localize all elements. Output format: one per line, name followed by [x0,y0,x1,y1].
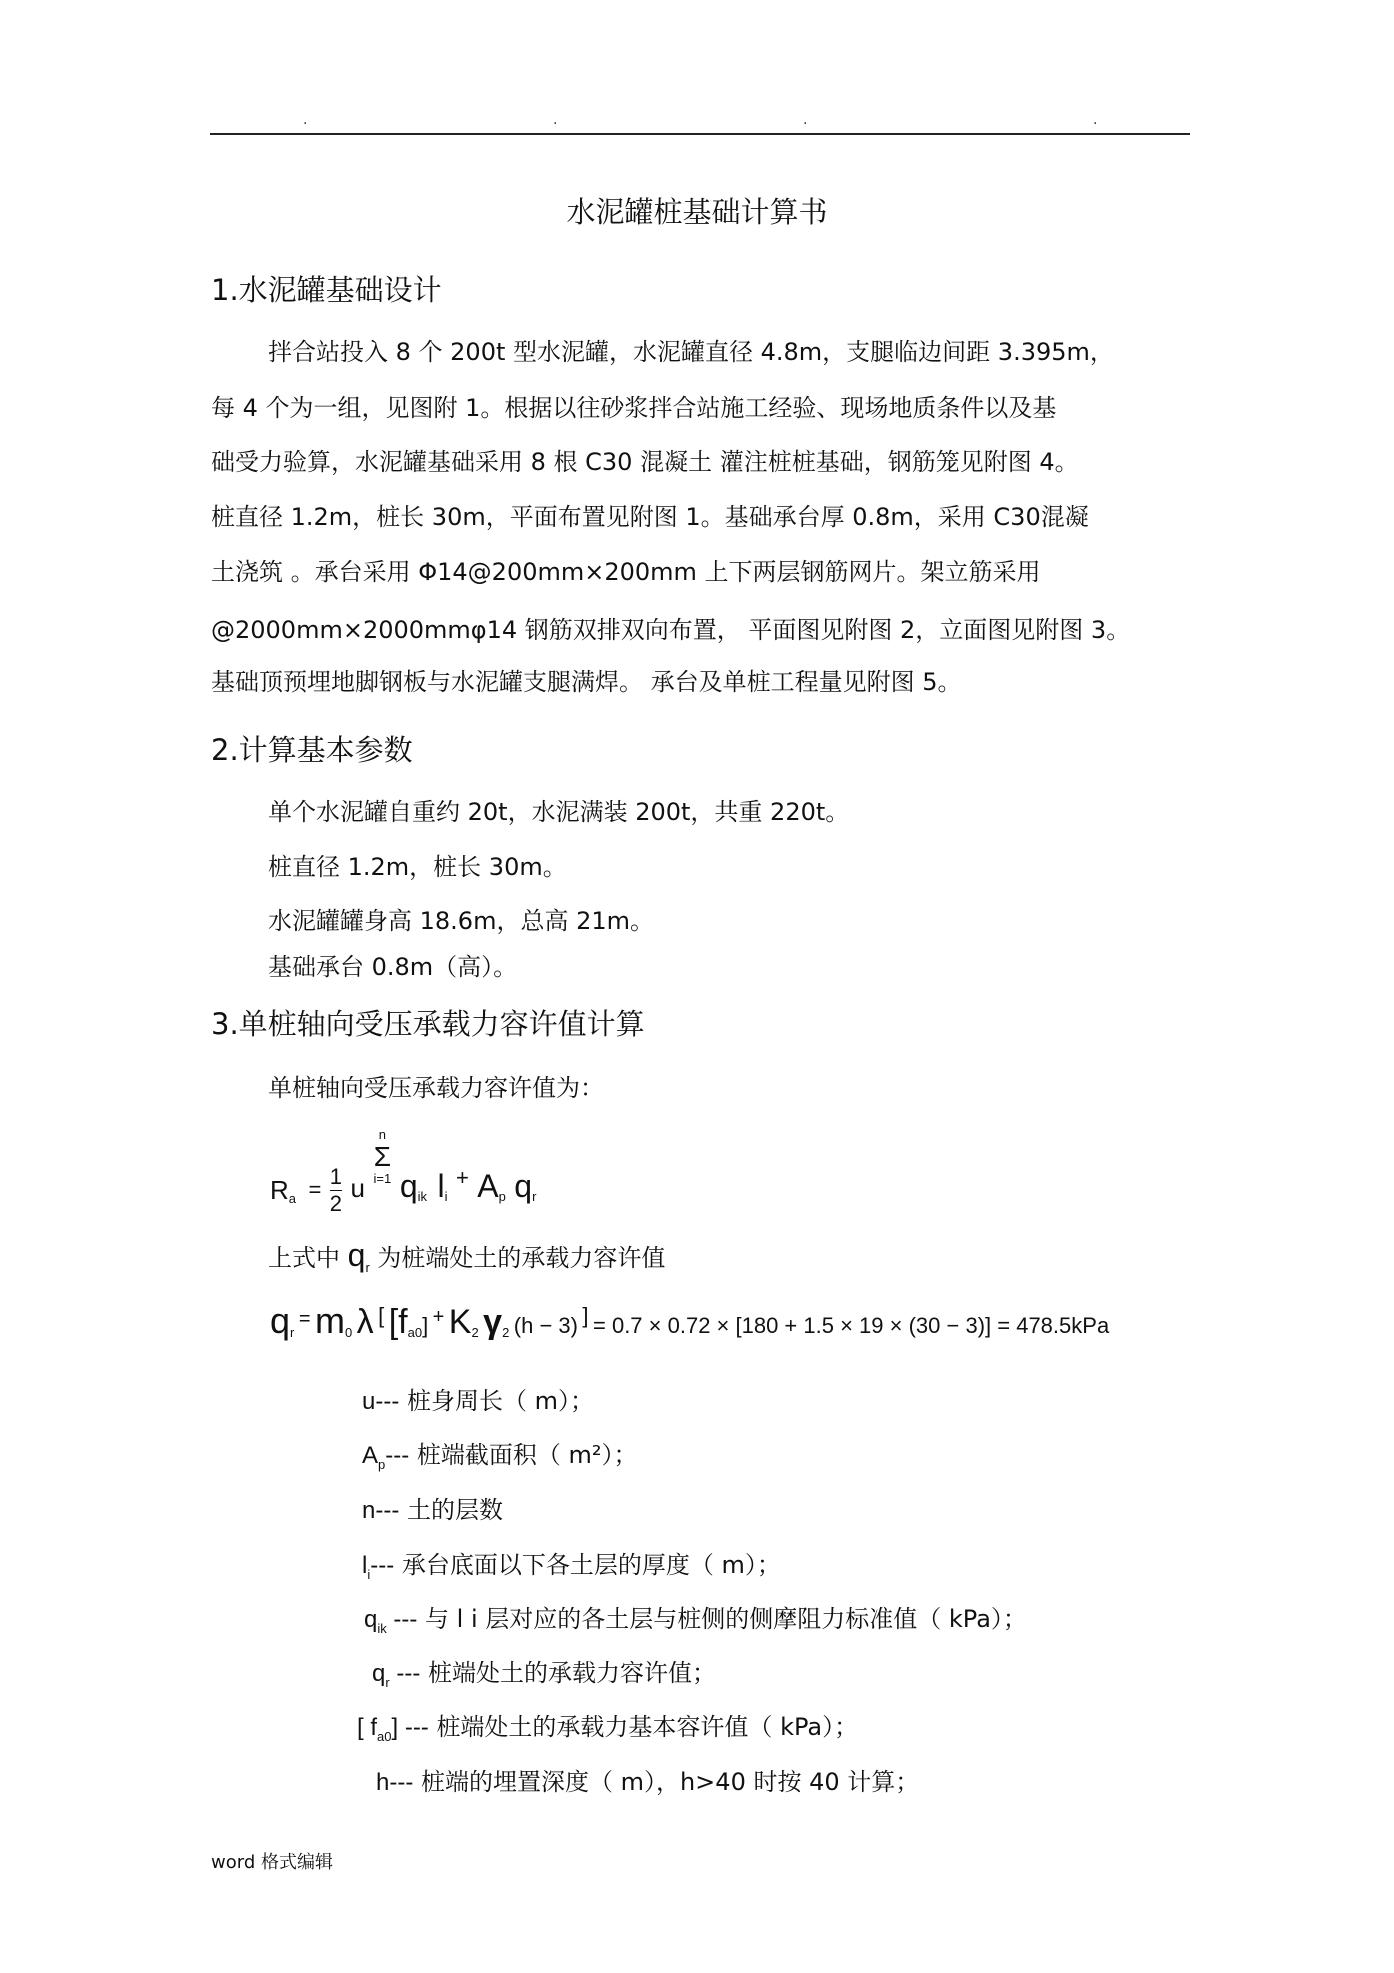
formula-bracket: ] [422,1313,429,1338]
formula-explanation [268,1237,665,1275]
header-rule [210,133,1190,135]
formula-result: = 0.7 × 0.72 × [180 + 1.5 × 19 × (30 − 3)] = 478.5kPa [593,1313,1110,1338]
definition-symbol: q [372,1660,386,1687]
section-3-heading: 3.单桩轴向受压承载力容许值计算 [211,1007,645,1041]
section-1-line: 基础顶预埋地脚钢板与水泥罐支腿满焊。 承台及单桩工程量见附图 5。 [211,668,962,696]
formula-bracket: [ [378,1303,385,1328]
formula-subscript: a0 [407,1325,423,1341]
formula-symbol: R [270,1175,289,1205]
definition-subscript: ik [377,1620,387,1636]
definition-item [362,1545,781,1582]
sum-operator [369,1128,395,1186]
formula-equals: = [298,1308,311,1330]
definition-symbol: u--- [362,1388,400,1415]
formula-equals: = [308,1177,322,1202]
definition-symbol: [ f [357,1714,378,1741]
tip-capacity-formula [270,1300,1109,1342]
section-2-line: 基础承台 0.8m（高）。 [268,953,518,981]
definition-item [357,1707,858,1744]
definition-text: 桩端处土的承载力容许值； [428,1659,716,1687]
definition-text: 桩端的埋置深度（ m），h>40 时按 40 计算； [420,1768,920,1796]
definition-text: 与 l i 层对应的各土层与桩侧的侧摩阻力标准值（ kPa）； [425,1605,1027,1633]
formula-term: (h − 3) [513,1313,578,1338]
section-1-heading: 1.水泥罐基础设计 [211,273,442,307]
definition-symbol: q [364,1606,378,1633]
formula-subscript: a [288,1191,297,1207]
formula-symbol: A [477,1168,499,1204]
explanation-suffix: 为桩端处土的承载力容许值 [377,1244,666,1272]
formula-symbol: m [314,1300,345,1341]
formula-plus: + [432,1306,445,1328]
formula-subscript: p [498,1189,506,1205]
fraction-numerator: 1 [329,1164,343,1190]
definition-symbol: A [362,1442,379,1469]
section-2-line: 单个水泥罐自重约 20t，水泥满装 200t，共重 220t。 [268,798,850,826]
definition-text: 承台底面以下各土层的厚度（ m）； [401,1551,781,1579]
document-title: 水泥罐桩基础计算书 [566,195,828,229]
definition-item [362,1381,594,1416]
header-dot: . [303,112,308,128]
definition-subscript: r [385,1674,390,1690]
definition-dash: --- [385,1442,410,1469]
definition-subscript: i [367,1566,371,1582]
definition-item [362,1435,638,1472]
formula-subscript: 0 [344,1325,353,1341]
definition-item [376,1762,919,1797]
definition-item [364,1599,1027,1636]
definition-symbol: l [362,1552,368,1579]
section-1-line: @2000mm×2000mmφ14 钢筋双排双向布置， 平面图见附图 2，立面图见附图 3。 [211,616,1131,644]
section-2-line: 水泥罐罐身高 18.6m，总高 21m。 [268,907,654,935]
formula-plus: + [455,1165,469,1190]
formula-bracket: ] [582,1303,589,1328]
formula-subscript: 2 [471,1325,479,1341]
formula-symbol: q [514,1168,533,1204]
definition-dash: --- [389,1660,421,1687]
formula-subscript: r [532,1189,537,1205]
section-1-line: 每 4 个为一组，见图附 1。根据以往砂浆拌合站施工经验、现场地质条件以及基 [211,394,1057,422]
formula-symbol: q [399,1168,418,1204]
formula-subscript: 2 [502,1325,510,1341]
section-1-line: 拌合站投入 8 个 200t 型水泥罐，水泥罐直径 4.8m，支腿临边间距 3.395m， [268,338,1114,366]
formula-fraction [330,1164,342,1217]
section-2-heading: 2.计算基本参数 [211,733,413,767]
definition-text: 土的层数 [406,1496,503,1524]
definition-text: 桩端处土的承载力基本容许值（ kPa）； [436,1713,859,1741]
definition-symbol: n--- [362,1497,400,1524]
formula-symbol: [f [388,1303,408,1341]
definition-item [362,1490,503,1525]
formula-symbol: q [270,1300,291,1341]
fraction-denominator: 2 [329,1191,343,1217]
formula-symbol: u [350,1173,365,1203]
formula-subscript: i [444,1189,448,1205]
definition-item [372,1653,716,1690]
definition-subscript: p [378,1456,386,1472]
formula-subscript: r [365,1259,370,1275]
formula-symbol: λ [356,1303,374,1341]
formula-symbol: l [437,1168,445,1204]
section-1-line: 土浇筑 。承台采用 Φ14@200mm×200mm 上下两层钢筋网片。架立筋采用 [211,558,1041,586]
formula-symbol: γ [483,1303,503,1341]
definition-subscript: a0 [377,1728,392,1744]
definition-text: 桩端截面积（ m²）； [416,1441,638,1469]
formula-subscript: ik [417,1189,428,1205]
explanation-prefix: 上式中 [268,1244,340,1272]
formula-subscript: r [290,1325,295,1341]
section-1-line: 础受力验算，水泥罐基础采用 8 根 C30 混凝土 灌注桩桩基础，钢筋笼见附图 4。 [211,448,1079,476]
definition-dash: --- [370,1552,395,1579]
header-dot: . [1093,112,1098,128]
definition-text: 桩身周长（ m）； [406,1387,594,1415]
page-footer: word 格式编辑 [211,1852,333,1873]
definition-symbol: h--- [376,1769,414,1796]
section-3-intro: 单桩轴向受压承载力容许值为： [268,1074,604,1102]
section-1-line: 桩直径 1.2m，桩长 30m，平面布置见附图 1。基础承台厚 0.8m，采用 C30混凝 [211,503,1089,531]
header-dot: . [553,112,558,128]
bearing-capacity-formula [270,1122,537,1217]
definition-dash: --- [386,1606,418,1633]
header-dot: . [803,112,808,128]
definition-dash: ] --- [391,1714,429,1741]
sum-symbol: Σ [373,1141,392,1172]
formula-symbol: K [448,1303,472,1341]
section-2-line: 桩直径 1.2m，桩长 30m。 [268,853,567,881]
formula-symbol: q [347,1237,366,1273]
sum-lower-limit: i=1 [373,1171,392,1186]
sum-upper-limit: n [378,1127,387,1142]
